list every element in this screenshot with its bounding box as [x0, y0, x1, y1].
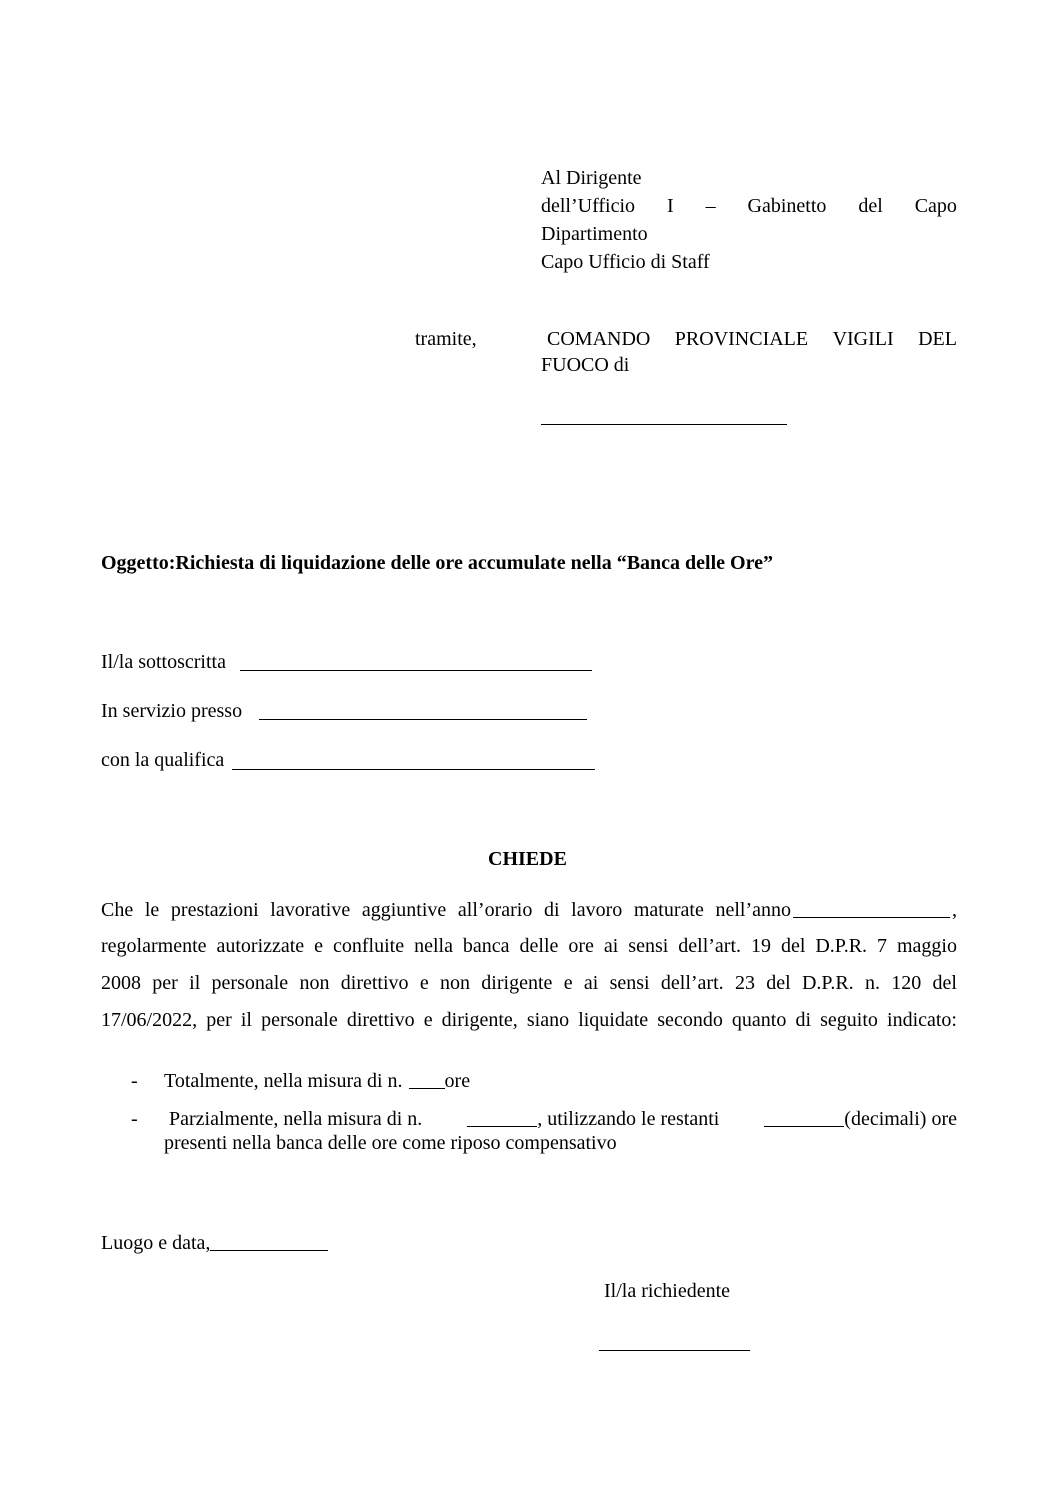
luogo-data-label: Luogo e data, — [101, 1232, 211, 1254]
luogo-blank[interactable] — [210, 1230, 328, 1251]
decimali-blank[interactable] — [764, 1106, 844, 1127]
body-line-4: 17/06/2022, per il personale direttivo e dirigente, siano liquidate secondo quanto di seguito indicato: — [101, 1009, 957, 1031]
servizio-blank[interactable] — [259, 719, 587, 720]
addressee-line-2 — [541, 192, 957, 220]
option-totale — [164, 1067, 470, 1095]
body-line-1 — [101, 896, 957, 924]
signature-blank[interactable] — [599, 1350, 750, 1351]
comando-blank[interactable] — [541, 424, 787, 425]
body-line-2: regolarmente autorizzate e confluite nella banca delle ore ai sensi dell’art. 19 del D.P.R. 7 maggio — [101, 935, 957, 957]
via-word: DEL — [918, 328, 957, 350]
option-parziale-prefix: Parzialmente, nella misura di n. — [169, 1108, 423, 1130]
addressee-line-3: Dipartimento — [541, 223, 648, 245]
option-parziale-mid: , utilizzando le restanti — [537, 1108, 720, 1130]
addressee-word: Gabinetto — [747, 195, 827, 217]
via-label: tramite, — [415, 328, 477, 350]
chiede-heading: CHIEDE — [488, 848, 567, 870]
decimali-group — [764, 1105, 957, 1133]
parziale-blank[interactable] — [467, 1106, 537, 1127]
addressee-line-1: Al Dirigente — [541, 167, 642, 189]
richiedente-label: Il/la richiedente — [604, 1280, 731, 1302]
subject: Oggetto:Richiesta di liquidazione delle ore accumulate nella “Banca delle Ore” — [101, 552, 773, 574]
addressee-word: I — [666, 195, 674, 217]
option-totale-prefix: Totalmente, nella misura di n. — [164, 1070, 403, 1092]
via-line-1 — [547, 325, 957, 353]
via-word: VIGILI — [832, 328, 894, 350]
field-servizio-label: In servizio presso — [101, 700, 243, 722]
addressee-line-4: Capo Ufficio di Staff — [541, 251, 710, 273]
option-parziale-decimali: (decimali) ore — [844, 1108, 957, 1130]
option-dash-1: - — [131, 1070, 138, 1092]
anno-blank[interactable] — [793, 897, 950, 918]
field-qualifica-label: con la qualifica — [101, 749, 225, 771]
totale-blank[interactable] — [409, 1068, 445, 1089]
addressee-word: dell’Ufficio — [541, 195, 636, 217]
body-line-1-end: , — [952, 899, 957, 921]
addressee-word: del — [858, 195, 883, 217]
option-totale-suffix: ore — [444, 1070, 471, 1092]
via-word: PROVINCIALE — [674, 328, 809, 350]
addressee-word: – — [705, 195, 716, 217]
via-word: COMANDO — [547, 328, 651, 350]
body-line-3: 2008 per il personale non direttivo e non dirigente e ai sensi dell’art. 23 del D.P.R. n. 120 del — [101, 972, 957, 994]
sottoscritta-blank[interactable] — [240, 670, 592, 671]
option-parziale-line-2: presenti nella banca delle ore come riposo compensativo — [164, 1132, 617, 1154]
addressee-word: Capo — [914, 195, 957, 217]
body-line-1-text: Che le prestazioni lavorative aggiuntive all’orario di lavoro maturate nell’anno — [101, 899, 791, 921]
luogo-data — [101, 1229, 328, 1257]
field-sottoscritta-label: Il/la sottoscritta — [101, 651, 226, 673]
via-line-2: FUOCO di — [541, 354, 630, 376]
qualifica-blank[interactable] — [232, 769, 595, 770]
option-dash-2: - — [131, 1108, 138, 1130]
